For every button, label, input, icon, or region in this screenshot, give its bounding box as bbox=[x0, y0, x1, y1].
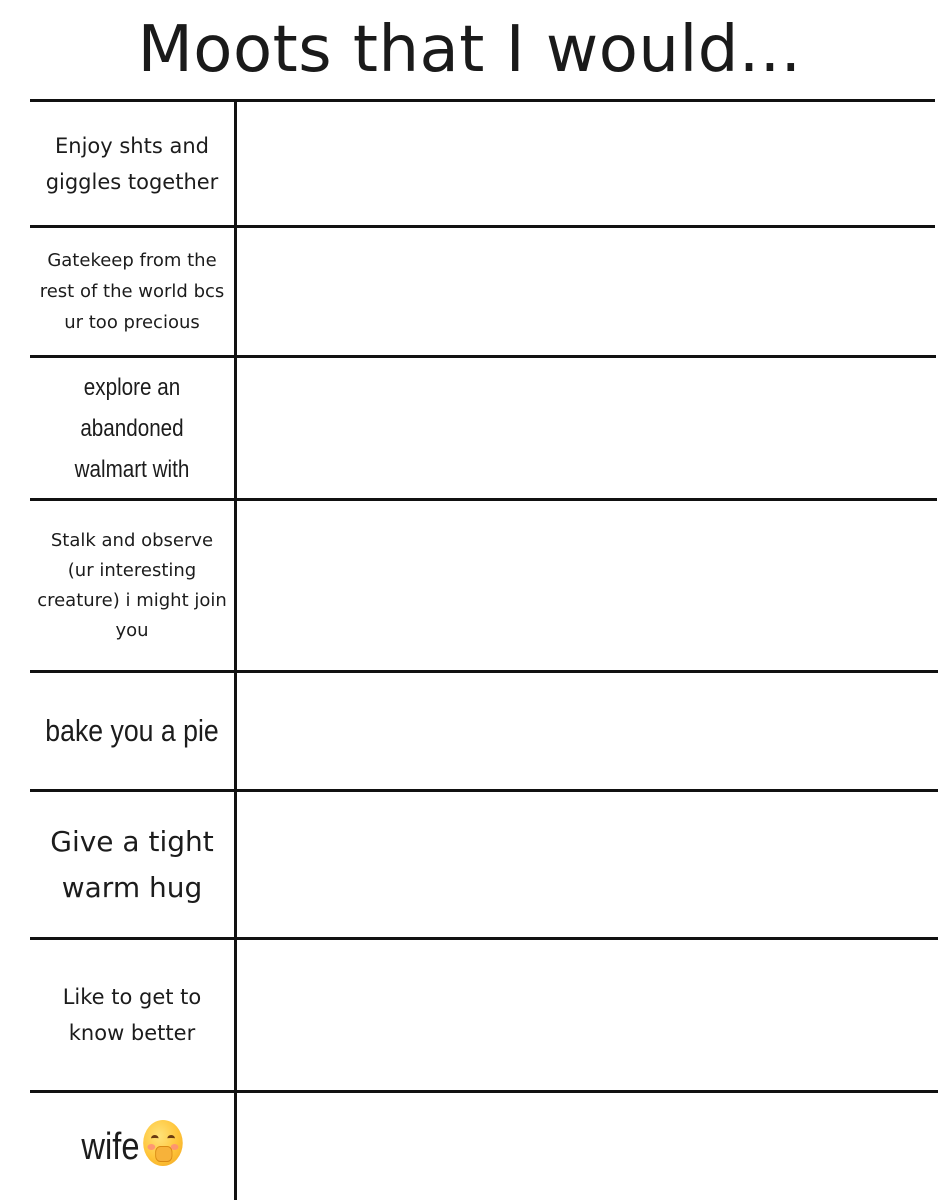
answer-cell bbox=[237, 673, 937, 789]
answer-cell bbox=[237, 940, 937, 1090]
answer-cell bbox=[237, 228, 937, 355]
row-label: wife bbox=[44, 1093, 219, 1200]
row-label: Stalk and observe (ur interesting creature) i might join you bbox=[37, 529, 227, 641]
row-label: Gatekeep from the rest of the world bcs ur too precious bbox=[39, 250, 225, 333]
blushing-face-emoji-icon bbox=[143, 1120, 183, 1166]
row-label: explore an abandoned walmart with bbox=[74, 373, 190, 483]
answer-cell bbox=[237, 102, 937, 225]
answer-cell bbox=[237, 1093, 937, 1200]
page-title: Moots that I would... bbox=[137, 13, 802, 87]
row-label: Enjoy shts and giggles together bbox=[45, 133, 219, 194]
row-label: Give a tight warm hug bbox=[50, 824, 214, 904]
row-label: Like to get to know better bbox=[62, 985, 202, 1045]
answer-cell bbox=[237, 358, 937, 498]
answer-cell bbox=[237, 792, 937, 937]
answer-cell bbox=[237, 501, 937, 670]
row-label: bake you a pie bbox=[45, 713, 219, 748]
